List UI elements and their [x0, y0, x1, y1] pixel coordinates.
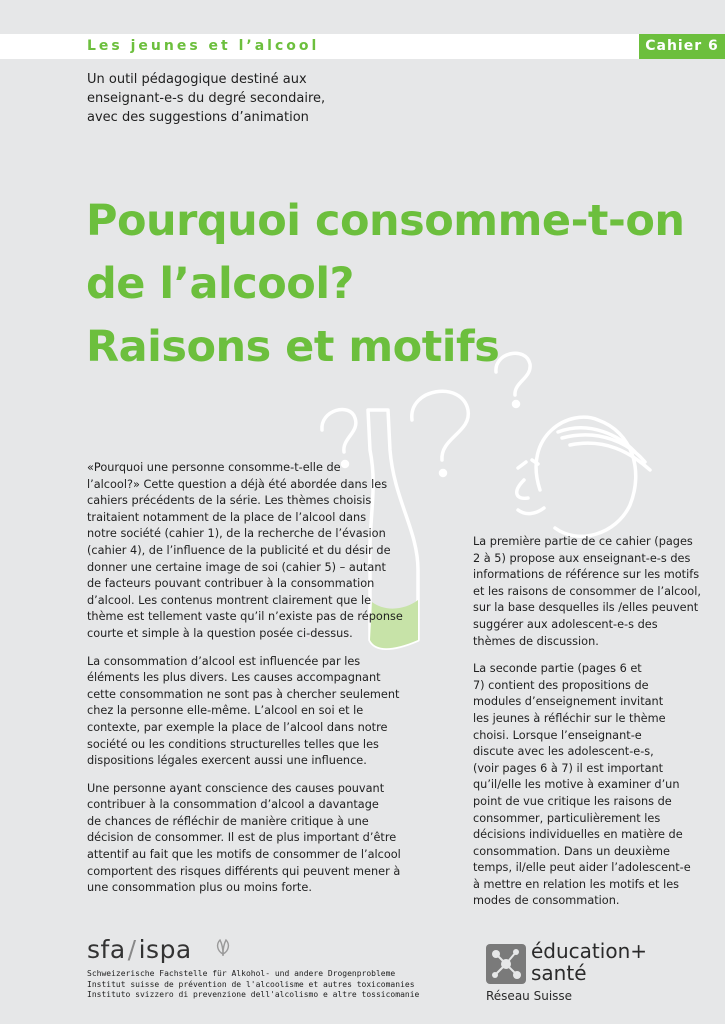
text-line: cahiers précédents de la série. Les thèmes choisis: [87, 494, 372, 508]
text-line: La première partie de ce cahier (pages: [473, 535, 693, 548]
text-line: (voir pages 6 à 7) il est important: [473, 761, 664, 775]
series-title: Les jeunes et l’alcool: [87, 38, 320, 54]
paragraph: [473, 534, 718, 650]
institution-line: Schweizerische Fachstelle für Alkohol- und andere Drogenprobleme: [87, 969, 396, 978]
text-line: choisi. Lorsque l’enseignant-e: [473, 728, 642, 742]
text-line: les jeunes à réfléchir sur le thème: [473, 711, 666, 725]
text-line: d’alcool. Les contenus montrent clairement que le: [87, 593, 372, 607]
text-line: une consommation plus ou moins forte.: [87, 881, 312, 895]
subtitle: [87, 70, 387, 127]
text-line: sur la base desquelles ils /elles peuvent: [473, 601, 699, 615]
text-line: consommation. Dans un deuxième: [473, 844, 671, 858]
text-line: Une personne ayant conscience des causes pouvant: [87, 781, 385, 795]
sfa-logo-text: sfa: [87, 935, 126, 964]
leaf-emblem-icon: [213, 937, 233, 957]
paragraph: [87, 654, 407, 770]
text-line: «Pourquoi une personne consomme-t-elle de: [87, 461, 341, 474]
right-column: [473, 534, 718, 921]
institution-line: Institut suisse de prévention de l'alcoolisme et autres toxicomanies: [87, 979, 415, 989]
text-line: informations de référence sur les motifs: [473, 568, 700, 582]
text-line: dispositions légales exercent aussi une influence.: [87, 754, 367, 768]
text-line: La consommation d’alcool est influencée par les: [87, 654, 361, 668]
paragraph: [473, 661, 718, 910]
text-line: discute avec les adolescent-e-s,: [473, 745, 654, 759]
text-line: courte et simple à la question posée ci-dessus.: [87, 626, 353, 640]
text-line: donner une certaine image de soi (cahier 5) – autant: [87, 560, 386, 574]
text-line: 7) contient des propositions de: [473, 678, 649, 692]
text-line: décisions individuelles en matière de: [473, 828, 683, 842]
es-logo-line: éducation+: [531, 939, 647, 963]
subtitle-line: enseignant-e-s du degré secondaire,: [87, 91, 326, 106]
text-line: modes de consommation.: [473, 894, 620, 908]
left-column: [87, 460, 407, 908]
text-line: l’alcool?» Cette question a déjà été abordée dans les: [87, 477, 388, 491]
text-line: modules d’enseignement invitant: [473, 695, 664, 709]
text-line: temps, il/elle peut aider l’adolescent-e: [473, 861, 691, 875]
title-line: Raisons et motifs: [86, 322, 500, 372]
text-line: La seconde partie (pages 6 et: [473, 662, 642, 676]
text-line: notre société (cahier 1), de la recherche de l’évasion: [87, 527, 386, 541]
text-line: (cahier 4), de l’influence de la publicité et du désir de: [87, 543, 391, 557]
text-line: chez la personne elle-même. L’alcool en soi et le: [87, 704, 364, 718]
title-line: Pourquoi consomme-t-on: [86, 196, 685, 246]
sfa-logo-slash: /: [127, 935, 137, 964]
reseau-suisse: Réseau Suisse: [486, 989, 573, 1003]
subtitle-line: avec des suggestions d’animation: [87, 110, 309, 125]
text-line: de facteurs pouvant contribuer à la consommation: [87, 577, 375, 591]
subtitle-line: Un outil pédagogique destiné aux: [87, 72, 307, 87]
text-line: et les raisons de consommer de l’alcool,: [473, 584, 701, 598]
institutions: [87, 969, 419, 1001]
sfa-ispa-logo: [87, 935, 192, 964]
text-line: contribuer à la consommation d’alcool a davantage: [87, 798, 379, 812]
text-line: société ou les conditions structurelles telles que les: [87, 737, 379, 751]
text-line: traitaient notamment de la place de l’alcool dans: [87, 510, 367, 524]
text-line: contexte, par exemple la place de l’alcool dans notre: [87, 720, 388, 734]
title-line: de l’alcool?: [86, 259, 354, 309]
text-line: suggérer aux adolescent-e-s des: [473, 617, 658, 631]
paragraph: [87, 460, 407, 643]
paragraph: [87, 781, 407, 897]
molecule-grid-icon: [486, 944, 526, 984]
text-line: thème est tellement vaste qu’il n’existe pas de réponse: [87, 610, 403, 624]
institution-line: Instituto svizzero di prevenzione dell'alcolismo e altre tossicomanie: [87, 990, 420, 999]
text-line: éléments les plus divers. Les causes accompagnant: [87, 671, 381, 685]
text-line: attentif au fait que les motifs de consommer de l’alcool: [87, 848, 401, 862]
text-line: 2 à 5) propose aux enseignant-e-s des: [473, 551, 691, 565]
es-logo-line: santé: [531, 961, 587, 985]
text-line: à mettre en relation les motifs et les: [473, 877, 680, 891]
education-sante-logo: [531, 940, 647, 984]
text-line: point de vue critique les raisons de: [473, 794, 672, 808]
text-line: de chances de réfléchir de manière critique à une: [87, 814, 369, 828]
text-line: cette consommation ne sont pas à chercher seulement: [87, 687, 400, 701]
text-line: thèmes de discussion.: [473, 634, 599, 648]
cahier-badge: Cahier 6: [639, 34, 725, 59]
text-line: comportent des risques différents qui peuvent mener à: [87, 864, 401, 878]
text-line: décision de consommer. Il est de plus important d’être: [87, 831, 397, 845]
text-line: qu’il/elle les motive à examiner d’un: [473, 778, 680, 792]
ispa-logo-text: ispa: [138, 935, 192, 964]
text-line: consommer, particulièrement les: [473, 811, 661, 825]
